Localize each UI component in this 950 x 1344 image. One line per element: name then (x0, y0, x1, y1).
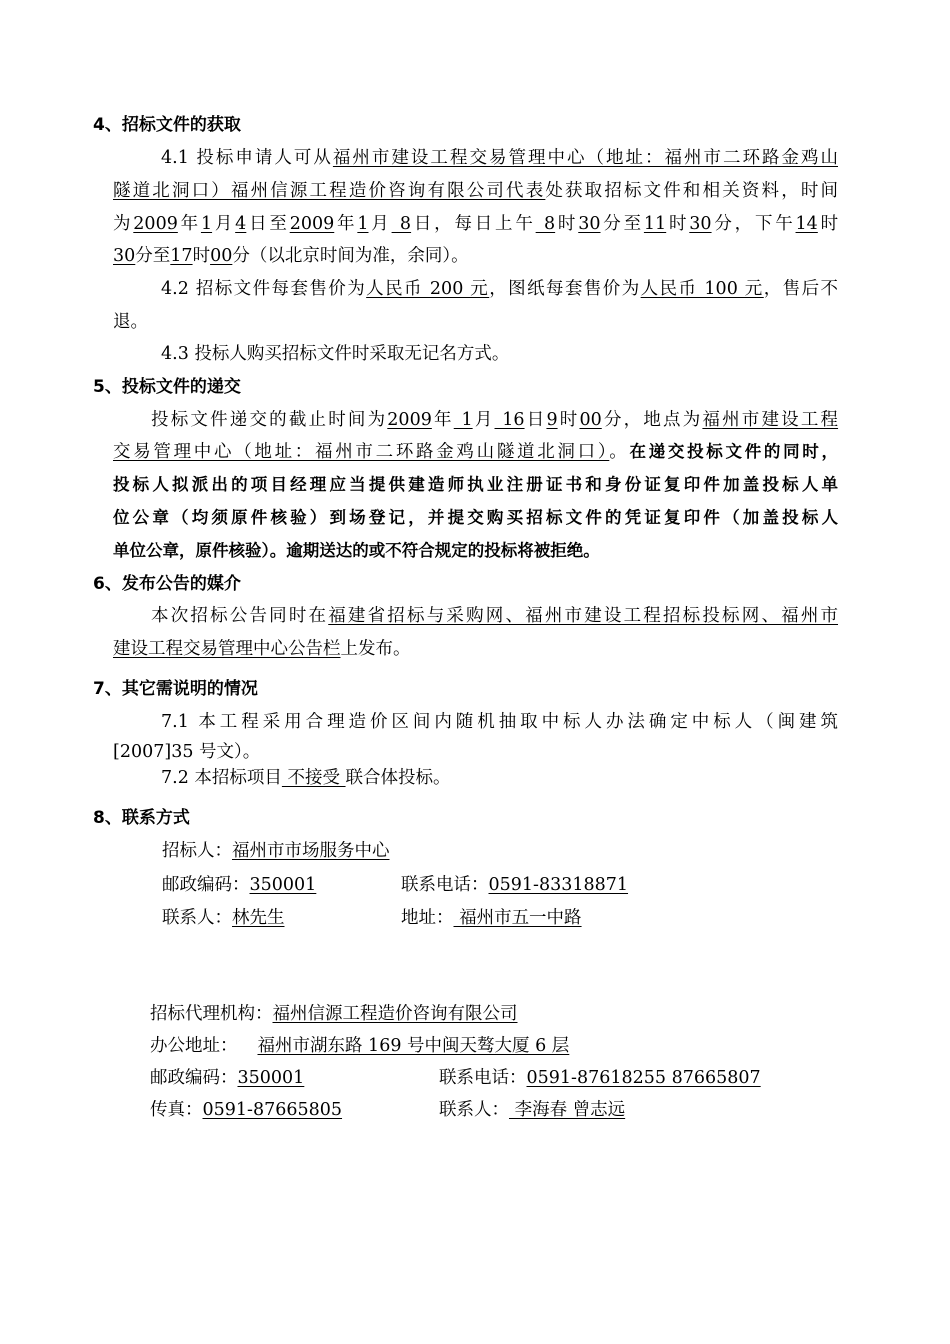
text-run: 日 (524, 410, 547, 430)
para-6-line-1 (113, 604, 838, 628)
text-run: 日至 (246, 214, 290, 234)
underlined-field-value: 11 (643, 214, 667, 234)
underlined-field-value: 0591-87618255 87665807 (526, 1068, 761, 1088)
underlined-field-value: 0591-87665805 (202, 1100, 343, 1120)
text-run: 日，每日上午 (411, 214, 536, 234)
tenderer-address (401, 906, 582, 930)
para-5-line-1 (113, 408, 838, 432)
text-run: 时 (817, 214, 839, 234)
tenderer-postcode (162, 873, 316, 897)
text-run: 分，下午 (711, 214, 796, 234)
para-6-line-2 (113, 637, 838, 661)
text-run: 地址： (401, 908, 454, 928)
underlined-field-value: 福州市建设工程交易管理中心（地址：福州市二环路金鸡山 (332, 148, 838, 168)
underlined-field-value: 福州市五一中路 (453, 908, 582, 928)
para-4-2-line-1 (113, 277, 838, 301)
text-run: 7.2 本招标项目 (161, 768, 282, 788)
text-run: 年 (334, 214, 358, 234)
underlined-field-value: 30 (578, 214, 601, 234)
underlined-field-value: 福州市湖东路 169 号中闽天骜大厦 6 层 (257, 1036, 570, 1056)
text-run: 为 (113, 214, 134, 234)
para-4-1-line-1 (113, 146, 838, 170)
text-run: ，售后不 (763, 279, 839, 299)
underlined-field-value: 00 (579, 410, 602, 430)
text-run: 本次招标公告同时在 (151, 606, 329, 626)
underlined-field-value: 福建省招标与采购网、福州市建设工程招标投标网、福州市 (328, 606, 839, 626)
text-run: 月 (368, 214, 392, 234)
section-4-heading: 4、招标文件的获取 (93, 115, 241, 135)
text-run: 办公地址： (150, 1036, 238, 1056)
underlined-field-value: 8 (391, 214, 412, 234)
underlined-field-value: 福州信源工程造价咨询有限公司 (272, 1004, 518, 1024)
section-5-heading: 5、投标文件的递交 (93, 377, 241, 397)
underlined-field-value: 2009 (133, 214, 178, 234)
text-run: 。 (609, 442, 630, 462)
underlined-field-value: 350001 (249, 875, 317, 895)
text-run: 年 (177, 214, 201, 234)
underlined-field-value: 建设工程交易管理中心公告栏 (113, 639, 341, 659)
section-7-heading: 7、其它需说明的情况 (93, 679, 258, 699)
underlined-field-value: 17 (170, 246, 193, 266)
tenderer-contact (162, 906, 285, 930)
underlined-field-value: 福州市市场服务中心 (232, 841, 390, 861)
text-run: 时 (557, 410, 580, 430)
underlined-field-value: 30 (113, 246, 136, 266)
text-run: 投标文件递交的截止时间为 (151, 410, 388, 430)
underlined-field-value: 林先生 (232, 908, 285, 928)
underlined-field-value: 李海春 曾志远 (509, 1100, 626, 1120)
tenderer-row (162, 839, 390, 863)
para-4-1-line-2 (113, 179, 838, 203)
para-4-3: 4.3 投标人购买招标文件时采取无记名方式。 (161, 344, 510, 364)
tenderer-phone (401, 873, 628, 897)
underlined-field-value: 0591-83318871 (488, 875, 629, 895)
para-5-line-2 (113, 440, 838, 464)
text-run: 联系电话： (439, 1068, 527, 1088)
text-run: 在递交投标文件的同时， (629, 442, 839, 461)
text-run: 7.1 本工程采用合理造价区间内随机抽取中标人办法确定中标人（闽建筑 (161, 712, 838, 732)
underlined-field-value: 1 (453, 410, 473, 430)
text-run: 上发布。 (340, 639, 411, 659)
text-run: 月 (212, 214, 236, 234)
underlined-field-value: 4 (235, 214, 247, 234)
text-run: 年 (431, 410, 454, 430)
text-run: 时 (666, 214, 690, 234)
text-run: 分至 (135, 246, 171, 266)
underlined-field-value: 350001 (237, 1068, 305, 1088)
text-run: 邮政编码： (162, 875, 250, 895)
text-run: 时 (192, 246, 211, 266)
text-run: 联合体投标。 (345, 768, 451, 788)
agent-postcode (150, 1066, 304, 1090)
text-run: 招标代理机构： (150, 1004, 273, 1024)
para-7-1-line-1 (113, 710, 838, 734)
text-run: 分至 (600, 214, 644, 234)
underlined-field-value: 1 (357, 214, 369, 234)
agent-contact (439, 1098, 625, 1122)
para-4-1-line-4 (113, 244, 838, 268)
section-8-heading: 8、联系方式 (93, 808, 190, 828)
agent-office (150, 1034, 569, 1058)
text-run: 邮政编码： (150, 1068, 238, 1088)
underlined-field-value: 9 (546, 410, 558, 430)
underlined-field-value: 人民币 200 元 (366, 279, 490, 299)
para-7-2 (113, 766, 838, 790)
text-run: 时 (555, 214, 579, 234)
underlined-field-value: 8 (535, 214, 556, 234)
underlined-field-value: 1 (200, 214, 213, 234)
agent-org (150, 1002, 518, 1026)
underlined-field-value: 福州市建设工程 (702, 410, 839, 430)
para-5-line-4: 位公章（均须原件核验）到场登记，并提交购买招标文件的凭证复印件（加盖投标人 (113, 508, 838, 527)
underlined-field-value: 交易管理中心（地址：福州市二环路金鸡山隧道北洞口） (113, 442, 610, 462)
text-run: 月 (472, 410, 495, 430)
underlined-field-value: 00 (210, 246, 233, 266)
text-run: 分（以北京时间为准，余同）。 (232, 246, 469, 266)
para-7-1-line-2: [2007]35 号文）。 (113, 742, 261, 762)
underlined-field-value: 2009 (289, 214, 335, 234)
text-run: 处获取招标文件和相关资料，时间 (545, 181, 838, 201)
agent-phone (439, 1066, 761, 1090)
text-run: 4.2 招标文件每套售价为 (161, 279, 367, 299)
text-run: 分，地点为 (601, 410, 703, 430)
text-run: 4.1 投标申请人可从 (161, 148, 333, 168)
underlined-field-value: 14 (795, 214, 818, 234)
text-run: 招标人： (162, 841, 232, 861)
text-run: 联系人： (162, 908, 232, 928)
underlined-field-value: 2009 (387, 410, 432, 430)
para-5-line-5: 单位公章，原件核验）。逾期送达的或不符合规定的投标将被拒绝。 (113, 541, 600, 560)
underlined-field-value: 人民币 100 元 (640, 279, 764, 299)
para-5-line-3: 投标人拟派出的项目经理应当提供建造师执业注册证书和身份证复印件加盖投标人单 (113, 475, 838, 494)
agent-fax (150, 1098, 342, 1122)
para-4-1-line-3 (113, 212, 838, 236)
underlined-field-value: 16 (494, 410, 525, 430)
underlined-field-value: 隧道北洞口）福州信源工程造价咨询有限公司代表 (113, 181, 546, 201)
underlined-field-value: 30 (689, 214, 712, 234)
underlined-field-value: 不接受 (281, 768, 346, 788)
text-run: 传真： (150, 1100, 203, 1120)
text-run: 联系人： (439, 1100, 509, 1120)
text-run: ，图纸每套售价为 (489, 279, 641, 299)
text-run: 联系电话： (401, 875, 489, 895)
section-6-heading: 6、发布公告的媒介 (93, 574, 241, 594)
para-4-2-line-2: 退。 (113, 312, 148, 332)
